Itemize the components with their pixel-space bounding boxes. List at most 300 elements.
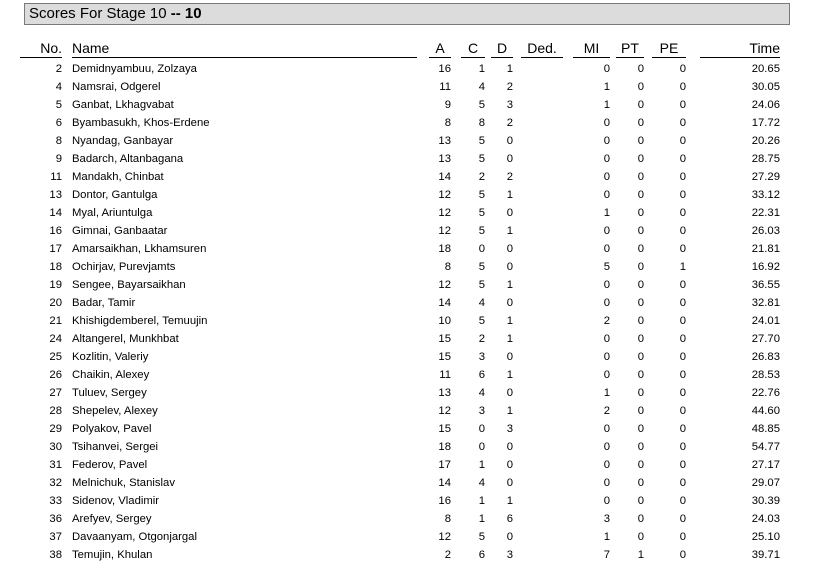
cell-name: Khishigdemberel, Temuujin [72, 315, 208, 327]
cell-mi: 1 [603, 207, 610, 219]
cell-a: 17 [438, 459, 451, 471]
cell-pt: 0 [637, 99, 644, 111]
cell-a: 14 [438, 297, 451, 309]
cell-d: 1 [506, 63, 513, 75]
cell-no: 31 [49, 459, 62, 471]
cell-c: 3 [478, 405, 485, 417]
cell-mi: 5 [603, 261, 610, 273]
cell-pt: 0 [637, 441, 644, 453]
cell-time: 48.85 [751, 423, 780, 435]
cell-time: 27.70 [751, 333, 780, 345]
cell-no: 27 [49, 387, 62, 399]
cell-name: Namsrai, Odgerel [72, 81, 161, 93]
table-row [20, 96, 780, 114]
cell-no: 19 [49, 279, 62, 291]
cell-ded [513, 60, 563, 78]
cell-d: 0 [506, 261, 513, 273]
cell-c: 5 [478, 189, 485, 201]
cell-time: 24.03 [751, 513, 780, 525]
cell-pt: 0 [637, 171, 644, 183]
table-row [20, 546, 780, 564]
cell-a: 18 [438, 243, 451, 255]
cell-c: 2 [478, 171, 485, 183]
cell-name: Sengee, Bayarsaikhan [72, 279, 186, 291]
cell-a: 14 [438, 171, 451, 183]
cell-c: 4 [478, 477, 485, 489]
cell-ded [513, 456, 563, 474]
header-name: Name [72, 38, 417, 60]
cell-mi: 0 [603, 243, 610, 255]
cell-no: 8 [55, 135, 62, 147]
cell-time: 33.12 [751, 189, 780, 201]
cell-ded [513, 186, 563, 204]
cell-pt: 0 [637, 405, 644, 417]
table-row [20, 312, 780, 330]
header-pt: PT [610, 38, 644, 60]
table-row [20, 114, 780, 132]
cell-pt: 0 [637, 153, 644, 165]
stage-title-number: -- 10 [170, 5, 202, 22]
cell-pt: 0 [637, 81, 644, 93]
cell-no: 4 [55, 81, 62, 93]
cell-c: 5 [478, 225, 485, 237]
cell-mi: 0 [603, 63, 610, 75]
cell-time: 24.06 [751, 99, 780, 111]
cell-a: 13 [438, 387, 451, 399]
cell-name: Tsihanvei, Sergei [72, 441, 159, 453]
cell-time: 30.39 [751, 495, 780, 507]
table-row [20, 402, 780, 420]
cell-d: 0 [506, 477, 513, 489]
cell-d: 3 [506, 423, 513, 435]
cell-name: Arefyev, Sergey [72, 513, 152, 525]
cell-time: 28.75 [751, 153, 780, 165]
cell-name: Shepelev, Alexey [72, 405, 158, 417]
cell-no: 24 [49, 333, 62, 345]
cell-mi: 0 [603, 477, 610, 489]
table-row [20, 384, 780, 402]
header-d: D [485, 38, 513, 60]
cell-c: 2 [478, 333, 485, 345]
cell-mi: 0 [603, 423, 610, 435]
cell-pt: 0 [637, 225, 644, 237]
cell-no: 20 [49, 297, 62, 309]
table-row [20, 204, 780, 222]
cell-name: Badarch, Altanbagana [72, 153, 184, 165]
cell-name: Byambasukh, Khos-Erdene [72, 117, 210, 129]
table-row [20, 78, 780, 96]
cell-c: 5 [478, 531, 485, 543]
cell-ded [513, 312, 563, 330]
cell-c: 1 [478, 459, 485, 471]
cell-name: Amarsaikhan, Lkhamsuren [72, 243, 207, 255]
cell-mi: 1 [603, 531, 610, 543]
cell-time: 25.10 [751, 531, 780, 543]
cell-pe: 0 [679, 531, 686, 543]
cell-name: Federov, Pavel [72, 459, 148, 471]
cell-time: 22.31 [751, 207, 780, 219]
cell-pt: 0 [637, 297, 644, 309]
cell-pe: 0 [679, 315, 686, 327]
cell-d: 6 [506, 513, 513, 525]
cell-a: 8 [444, 513, 451, 525]
cell-c: 3 [478, 351, 485, 363]
cell-pt: 0 [637, 189, 644, 201]
cell-time: 24.01 [751, 315, 780, 327]
cell-a: 15 [438, 351, 451, 363]
cell-c: 6 [478, 369, 485, 381]
cell-pt: 0 [637, 351, 644, 363]
cell-ded [513, 294, 563, 312]
cell-ded [513, 528, 563, 546]
cell-a: 9 [444, 99, 451, 111]
cell-d: 2 [506, 81, 513, 93]
cell-name: Altangerel, Munkhbat [72, 333, 179, 345]
cell-mi: 2 [603, 315, 610, 327]
cell-time: 27.29 [751, 171, 780, 183]
cell-a: 2 [444, 549, 451, 561]
table-row [20, 222, 780, 240]
cell-mi: 1 [603, 387, 610, 399]
cell-d: 1 [506, 225, 513, 237]
cell-no: 18 [49, 261, 62, 273]
cell-pt: 0 [637, 387, 644, 399]
cell-mi: 0 [603, 189, 610, 201]
cell-ded [513, 402, 563, 420]
cell-pe: 0 [679, 477, 686, 489]
cell-ded [513, 240, 563, 258]
cell-d: 1 [506, 405, 513, 417]
cell-ded [513, 168, 563, 186]
cell-no: 17 [49, 243, 62, 255]
cell-no: 9 [55, 153, 62, 165]
table-row [20, 438, 780, 456]
cell-name: Polyakov, Pavel [72, 423, 152, 435]
cell-pt: 0 [637, 117, 644, 129]
table-row [20, 294, 780, 312]
cell-ded [513, 132, 563, 150]
cell-ded [513, 492, 563, 510]
cell-c: 1 [478, 495, 485, 507]
cell-a: 16 [438, 63, 451, 75]
cell-pt: 0 [637, 513, 644, 525]
cell-pt: 0 [637, 279, 644, 291]
cell-pe: 0 [679, 207, 686, 219]
cell-no: 38 [49, 549, 62, 561]
cell-pe: 0 [679, 369, 686, 381]
cell-pe: 0 [679, 81, 686, 93]
cell-no: 33 [49, 495, 62, 507]
cell-d: 0 [506, 387, 513, 399]
table-row [20, 240, 780, 258]
cell-a: 15 [438, 423, 451, 435]
cell-c: 4 [478, 297, 485, 309]
cell-pe: 0 [679, 243, 686, 255]
cell-time: 22.76 [751, 387, 780, 399]
cell-c: 1 [478, 513, 485, 525]
cell-d: 1 [506, 189, 513, 201]
cell-c: 5 [478, 261, 485, 273]
header-row [20, 38, 780, 60]
header-mi: MI [563, 38, 610, 60]
cell-mi: 2 [603, 405, 610, 417]
table-row [20, 420, 780, 438]
cell-c: 0 [478, 243, 485, 255]
cell-time: 28.53 [751, 369, 780, 381]
cell-c: 5 [478, 135, 485, 147]
cell-pe: 0 [679, 297, 686, 309]
cell-no: 5 [55, 99, 62, 111]
cell-pe: 0 [679, 351, 686, 363]
cell-pe: 0 [679, 333, 686, 345]
cell-d: 1 [506, 315, 513, 327]
cell-pt: 0 [637, 369, 644, 381]
cell-mi: 0 [603, 495, 610, 507]
cell-name: Tuluev, Sergey [72, 387, 147, 399]
cell-d: 2 [506, 171, 513, 183]
cell-time: 20.65 [751, 63, 780, 75]
table-row [20, 150, 780, 168]
cell-d: 0 [506, 297, 513, 309]
cell-pt: 0 [637, 477, 644, 489]
cell-no: 11 [50, 171, 62, 183]
table-row [20, 456, 780, 474]
cell-a: 8 [444, 261, 451, 273]
cell-time: 21.81 [751, 243, 780, 255]
cell-mi: 0 [603, 135, 610, 147]
cell-ded [513, 222, 563, 240]
cell-time: 54.77 [751, 441, 780, 453]
cell-pe: 0 [679, 99, 686, 111]
cell-a: 13 [438, 153, 451, 165]
cell-pe: 0 [679, 171, 686, 183]
cell-time: 29.07 [751, 477, 780, 489]
cell-no: 6 [55, 117, 62, 129]
cell-name: Demidnyambuu, Zolzaya [72, 63, 197, 75]
cell-mi: 0 [603, 441, 610, 453]
cell-pt: 0 [637, 333, 644, 345]
cell-pe: 0 [679, 279, 686, 291]
cell-a: 12 [438, 225, 451, 237]
table-row [20, 258, 780, 276]
cell-pe: 0 [679, 513, 686, 525]
cell-a: 12 [438, 189, 451, 201]
cell-pt: 0 [637, 459, 644, 471]
cell-time: 26.03 [751, 225, 780, 237]
cell-pt: 0 [637, 423, 644, 435]
header-time: Time [686, 38, 780, 60]
cell-a: 11 [439, 81, 451, 93]
cell-ded [513, 276, 563, 294]
cell-ded [513, 510, 563, 528]
cell-c: 5 [478, 279, 485, 291]
cell-name: Temujin, Khulan [72, 549, 153, 561]
cell-d: 3 [506, 99, 513, 111]
stage-title [24, 3, 790, 25]
cell-time: 32.81 [751, 297, 780, 309]
cell-ded [513, 438, 563, 456]
cell-d: 1 [506, 279, 513, 291]
cell-name: Sidenov, Vladimir [72, 495, 160, 507]
cell-mi: 0 [603, 279, 610, 291]
cell-mi: 7 [603, 549, 610, 561]
cell-d: 0 [506, 243, 513, 255]
cell-a: 10 [438, 315, 451, 327]
cell-mi: 0 [603, 117, 610, 129]
cell-mi: 0 [603, 297, 610, 309]
cell-no: 14 [49, 207, 62, 219]
cell-no: 2 [55, 63, 62, 75]
cell-a: 18 [438, 441, 451, 453]
cell-mi: 1 [603, 99, 610, 111]
header-a: A [429, 38, 451, 60]
header-ded: Ded. [513, 38, 563, 60]
cell-time: 44.60 [751, 405, 780, 417]
cell-name: Gimnai, Ganbaatar [72, 225, 168, 237]
cell-d: 0 [506, 531, 513, 543]
cell-ded [513, 366, 563, 384]
cell-time: 36.55 [751, 279, 780, 291]
table-row [20, 492, 780, 510]
cell-no: 36 [49, 513, 62, 525]
cell-c: 0 [478, 423, 485, 435]
cell-no: 21 [49, 315, 62, 327]
cell-pe: 1 [679, 261, 686, 273]
cell-pe: 0 [679, 405, 686, 417]
header-no: No. [20, 38, 62, 60]
cell-pt: 0 [637, 315, 644, 327]
cell-c: 5 [478, 315, 485, 327]
cell-pe: 0 [679, 495, 686, 507]
cell-name: Ochirjav, Purevjamts [72, 261, 176, 273]
cell-time: 16.92 [751, 261, 780, 273]
cell-d: 1 [506, 369, 513, 381]
cell-mi: 0 [603, 369, 610, 381]
header-c: C [451, 38, 485, 60]
cell-c: 0 [478, 441, 485, 453]
cell-a: 12 [438, 531, 451, 543]
cell-ded [513, 96, 563, 114]
cell-ded [513, 114, 563, 132]
cell-time: 30.05 [751, 81, 780, 93]
cell-pt: 0 [637, 207, 644, 219]
cell-d: 0 [506, 441, 513, 453]
cell-ded [513, 258, 563, 276]
stage-title-prefix: Scores For Stage 10 [29, 5, 171, 22]
cell-ded [513, 420, 563, 438]
cell-c: 5 [478, 207, 485, 219]
cell-pe: 0 [679, 189, 686, 201]
table-row [20, 132, 780, 150]
score-rows [20, 60, 780, 564]
cell-c: 5 [478, 99, 485, 111]
cell-ded [513, 348, 563, 366]
cell-a: 14 [438, 477, 451, 489]
cell-d: 3 [506, 549, 513, 561]
cell-pe: 0 [679, 117, 686, 129]
cell-a: 13 [438, 135, 451, 147]
cell-no: 25 [49, 351, 62, 363]
cell-name: Kozlitin, Valeriy [72, 351, 149, 363]
cell-ded [513, 204, 563, 222]
cell-a: 15 [438, 333, 451, 345]
cell-name: Chaikin, Alexey [72, 369, 150, 381]
cell-name: Badar, Tamir [72, 297, 136, 309]
cell-a: 12 [438, 207, 451, 219]
cell-ded [513, 474, 563, 492]
cell-no: 30 [49, 441, 62, 453]
cell-no: 26 [49, 369, 62, 381]
table-row [20, 366, 780, 384]
cell-time: 26.83 [751, 351, 780, 363]
table-row [20, 168, 780, 186]
cell-pt: 0 [637, 63, 644, 75]
cell-no: 29 [49, 423, 62, 435]
cell-pe: 0 [679, 441, 686, 453]
cell-c: 4 [478, 81, 485, 93]
table-row [20, 276, 780, 294]
cell-a: 12 [438, 279, 451, 291]
table-row [20, 528, 780, 546]
cell-name: Dontor, Gantulga [72, 189, 158, 201]
cell-pe: 0 [679, 225, 686, 237]
cell-name: Nyandag, Ganbayar [72, 135, 174, 147]
cell-mi: 0 [603, 153, 610, 165]
table-row [20, 330, 780, 348]
cell-pt: 0 [637, 495, 644, 507]
cell-time: 17.72 [751, 117, 780, 129]
cell-pe: 0 [679, 135, 686, 147]
cell-mi: 0 [603, 171, 610, 183]
cell-no: 13 [49, 189, 62, 201]
cell-pe: 0 [679, 153, 686, 165]
cell-pe: 0 [679, 423, 686, 435]
cell-d: 0 [506, 351, 513, 363]
cell-c: 8 [478, 117, 485, 129]
cell-pt: 1 [637, 549, 644, 561]
cell-pt: 0 [637, 243, 644, 255]
cell-mi: 0 [603, 225, 610, 237]
cell-c: 6 [478, 549, 485, 561]
cell-d: 0 [506, 153, 513, 165]
scores-table [20, 38, 780, 564]
cell-pe: 0 [679, 459, 686, 471]
cell-d: 1 [506, 333, 513, 345]
cell-ded [513, 546, 563, 564]
cell-mi: 3 [603, 513, 610, 525]
cell-mi: 0 [603, 459, 610, 471]
cell-name: Davaanyam, Otgonjargal [72, 531, 197, 543]
cell-name: Ganbat, Lkhagvabat [72, 99, 174, 111]
cell-d: 0 [506, 459, 513, 471]
cell-mi: 1 [603, 81, 610, 93]
cell-name: Myal, Ariuntulga [72, 207, 153, 219]
cell-time: 20.26 [751, 135, 780, 147]
cell-d: 1 [506, 495, 513, 507]
cell-ded [513, 78, 563, 96]
cell-no: 32 [49, 477, 62, 489]
cell-ded [513, 384, 563, 402]
cell-pt: 0 [637, 261, 644, 273]
header-pe: PE [644, 38, 686, 60]
table-row [20, 186, 780, 204]
cell-pe: 0 [679, 387, 686, 399]
cell-mi: 0 [603, 333, 610, 345]
cell-ded [513, 330, 563, 348]
cell-d: 0 [506, 207, 513, 219]
cell-a: 16 [438, 495, 451, 507]
cell-no: 16 [49, 225, 62, 237]
